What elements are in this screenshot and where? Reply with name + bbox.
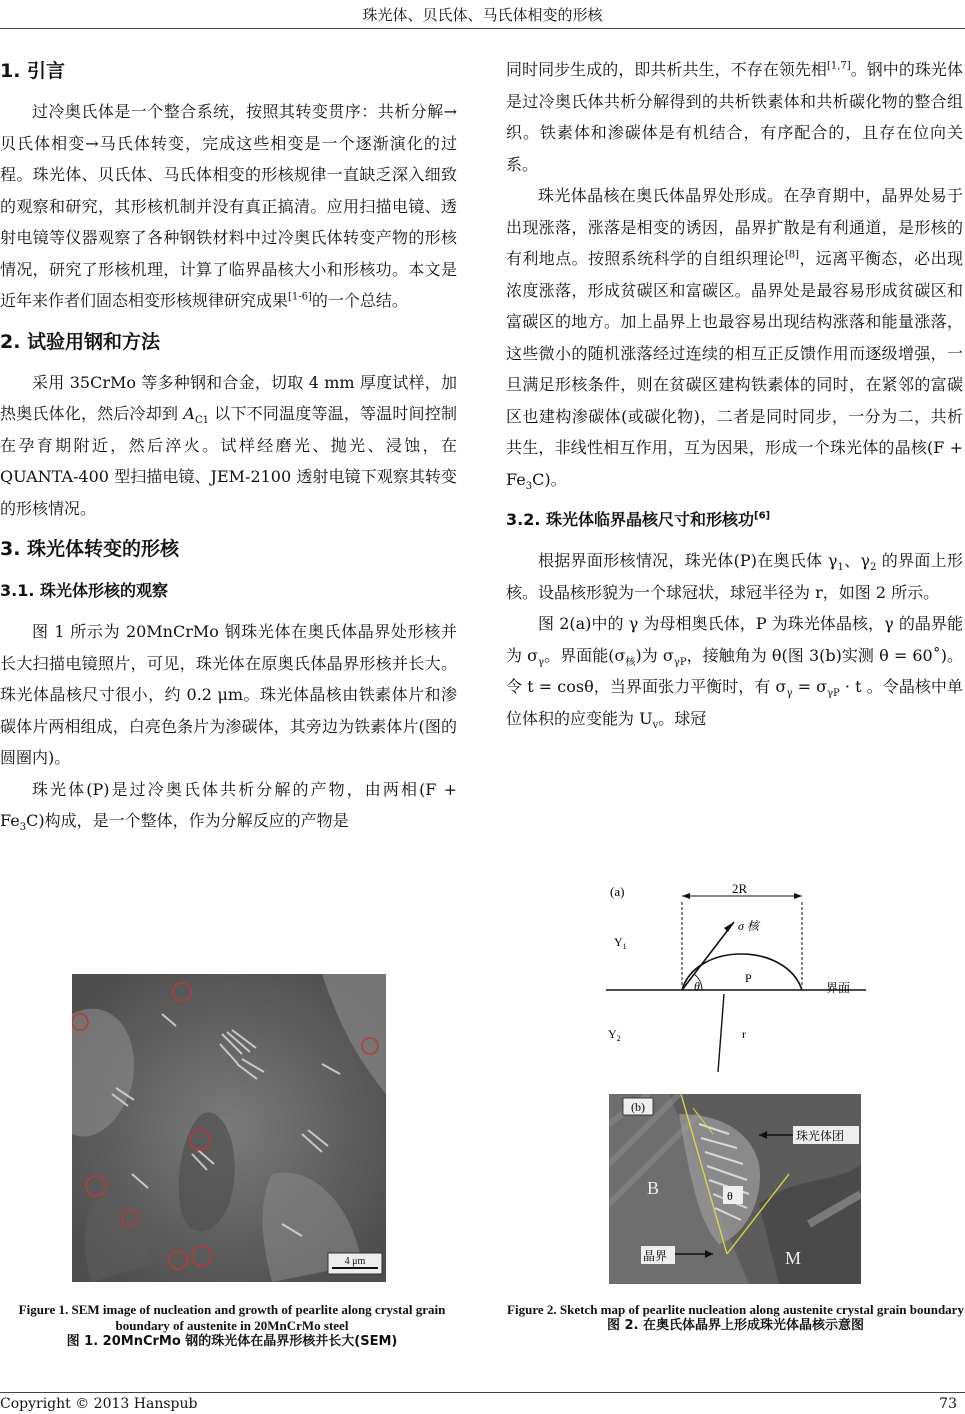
figure-2-caption-cn: 图 2. 在奥氏体晶界上形成珠光体晶核示意图 [606, 1318, 865, 1333]
page-number: 73 [939, 1396, 957, 1412]
section-3-1-title: 3.1. 珠光体形核的观察 [0, 581, 168, 600]
nucleus-paragraph: 珠光体晶核在奥氏体晶界处形成。在孕育期中，晶界处易于出现涨落，涨落是相变的诱因，晶界扩散是有利通道，是形核的有利地点。按照系统科学的自组织理论[8]，远离平衡态，必出现浓度涨落，形成贫碳区和富碳区。晶界处是最容易形成贫碳区和富碳区的地方。加上晶界上也最容易出现结构涨落和能量涨落，这些微小的随机涨落经过连续的相互正反馈作用而逐级增强，一旦满足形核条件，则在贫碳区建构铁素体的同时，在紧邻的富碳区也建构渗碳体(或碳化物)，二者是同时同步，一分为二，共析共生，非线性相互作用，互为因果，形成一个珠光体的晶核$(F + Fe_3C)$。 [506, 186, 963, 492]
figure-2b-micrograph [609, 1094, 861, 1284]
sketch-sigma-label: σ 核 [738, 919, 759, 933]
section-2-title: 2. 试验用钢和方法 [0, 330, 161, 353]
citation[interactable]: [1,7] [826, 60, 851, 72]
sketch-P-label: P [745, 971, 752, 985]
figure-2b-theta-label: θ [727, 1189, 733, 1203]
figure-2b-label: (b) [631, 1100, 645, 1114]
colony-label: 珠光体团 [796, 1129, 845, 1143]
citation[interactable]: [1-6] [288, 291, 312, 303]
section-3-2-title: 3.2. 珠光体临界晶核尺寸和形核功[6] [506, 510, 771, 529]
bainite-B-label: B [647, 1178, 660, 1198]
header-rule [0, 28, 965, 29]
section-1-title: 1. 引言 [0, 60, 66, 82]
figure-1-caption [6, 1302, 458, 1350]
sketch-2R-label: 2R [732, 882, 748, 896]
figure-1-caption-cn: 图 1. 20MnCrMo 钢的珠光体在晶界形核并长大(SEM) [66, 1334, 398, 1349]
sketch-theta-label: θ [694, 979, 700, 993]
section-3-title: 3. 珠光体转变的形核 [0, 538, 180, 560]
figure-1-caption-en: Figure 1. SEM image of nucleation and growth of pearlite along crystal grain boundary of austenite in 20MnCrMo steel [18, 1302, 446, 1333]
figure-2a-label: (a) [610, 884, 625, 899]
figure-2-caption [506, 1302, 965, 1334]
continued-paragraph: 同时同步生成的，即共析共生，不存在领先相[1,7]。钢中的珠光体是过冷奥氏体共析分解得到的共析铁素体和共析碳化物的整合组织。铁素体和渗碳体是有机结合，有序配合的，且存在位向关系。 [506, 60, 963, 174]
sketch-interface-label: 界面 [826, 981, 851, 995]
interface-paragraph: 根据界面形核情况，珠光体(P)在奥氏体 $\gamma_1$、$\gamma_2$ 的界面上形核。设晶核形貌为一个球冠状，球冠半径为 r，如图 2 所示。 [506, 551, 963, 602]
sketch-r-label: r [742, 1027, 746, 1041]
sketch-y1-label: $Y_1$ [614, 935, 627, 951]
figure-2a-sketch [606, 882, 876, 1072]
martensite-M-label: M [785, 1248, 802, 1268]
pearlite-paragraph: 珠光体(P)是过冷奥氏体共析分解的产物，由两相$(F + Fe_3C)$构成，是一个整体，作为分解反应的产物是 [0, 779, 457, 834]
right-column [506, 54, 963, 734]
sketch-y2-label: $Y_2$ [608, 1027, 621, 1043]
observation-paragraph: 图 1 所示为 20MnCrMo 钢珠光体在奥氏体晶界处形核并长大扫描电镜照片，可见，珠光体在原奥氏体晶界形核并长大。珠光体晶核尺寸很小，约 0.2 μm。珠光体晶核由铁素体片和渗碳体片两相组成，白亮色条片为渗碳体，其旁边为铁素体片(图的圆圈内)。 [0, 622, 457, 767]
grain-boundary-label: 晶界 [643, 1249, 668, 1263]
methods-paragraph: 采用 35CrMo 等多种钢和合金，切取 4 mm 厚度试样，加热奥氏体化，然后冷却到 $A_{C1}$ 以下不同温度等温，等温时间控制在孕育期附近，然后淬火。试样经磨光、抛光、浸蚀，在 QUANTA-400 型扫描电镜、JEM-2100 透射电镜下观察其转变的形核情况。 [0, 372, 457, 518]
running-head: 珠光体、贝氏体、马氏体相变的形核 [362, 6, 603, 24]
left-column [0, 54, 457, 837]
citation[interactable]: [6] [754, 510, 771, 522]
scale-bar-label: 4 μm [344, 1256, 366, 1267]
figure-2-caption-en: Figure 2. Sketch map of pearlite nucleation along austenite crystal grain boundary [507, 1302, 964, 1317]
intro-paragraph: 过冷奥氏体是一个整合系统，按照其转变贯序：共析分解→贝氏体相变→马氏体转变，完成这些相变是一个逐渐演化的过程。珠光体、贝氏体、马氏体相变的形核规律一直缺乏深入细致的观察和研究，其形核机制并没有真正搞清。应用扫描电镜、透射电镜等仪器观察了各种钢铁材料中过冷奥氏体转变产物的形核情况，研究了形核机理，计算了临界晶核大小和形核功。本文是近年来作者们固态相变形核规律研究成果[1-6]的一个总结。 [0, 102, 457, 310]
citation[interactable]: [8] [784, 249, 799, 261]
sem-micrograph [72, 974, 386, 1282]
energy-paragraph: 图 2(a)中的 γ 为母相奥氏体，P 为珠光体晶核，γ 的晶界能为 $\sigma_\gamma$。界面能$(\sigma_核)$为 $\sigma_{\gamma P}$，接触角为 θ(图 3(b)实测 θ = 60˚)。令 t = cosθ，当界面张力平衡时，有 $\sigma_\gamma = \sigma_{\gamma P} \cdot t$ 。令晶核中单位体积的应变能为 $U_v$。球冠 [506, 614, 963, 731]
copyright: Copyright © 2013 Hanspub [0, 1396, 198, 1412]
figure-1-sem-image [72, 974, 386, 1282]
footer-rule [0, 1392, 965, 1393]
